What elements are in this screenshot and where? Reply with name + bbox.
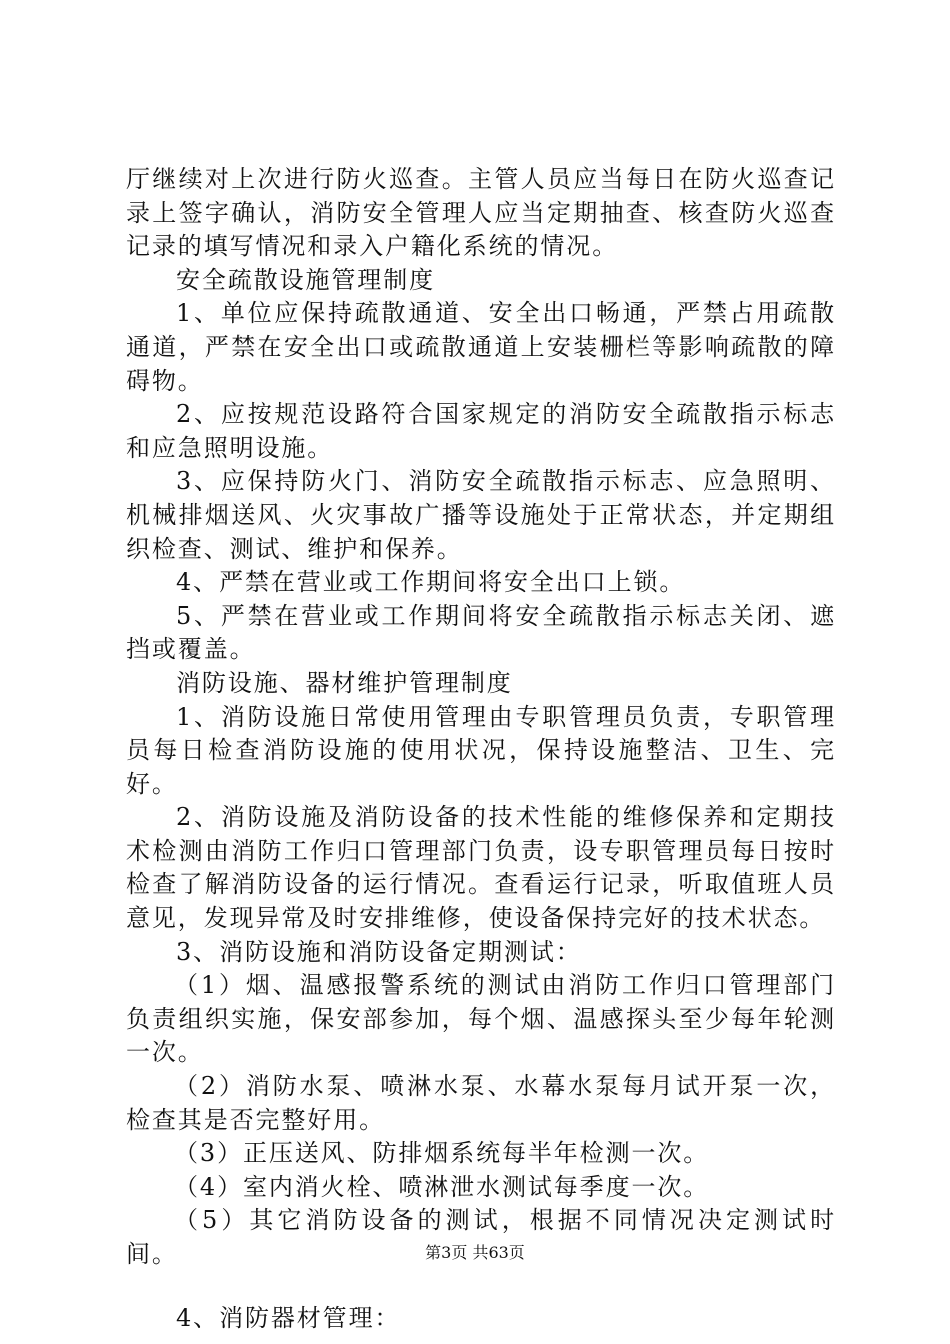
section-heading-evacuation: 安全疏散设施管理制度	[176, 265, 435, 294]
paragraph-item: 5、严禁在营业或工作期间将安全疏散指示标志关闭、遮挡或覆盖。	[126, 601, 836, 664]
section-heading-maintenance: 消防设施、器材维护管理制度	[176, 668, 513, 697]
paragraph-item: 1、消防设施日常使用管理由专职管理员负责，专职管理员每日检查消防设施的使用状况，保持设施整洁、卫生、完好。	[126, 702, 836, 798]
paragraph-item: 3、应保持防火门、消防安全疏散指示标志、应急照明、机械排烟送风、火灾事故广播等设施处于正常状态，并定期组织检查、测试、维护和保养。	[126, 467, 836, 563]
paragraph-continuation: 厅继续对上次进行防火巡查。主管人员应当每日在防火巡查记录上签字确认，消防安全管理人应当定期抽查、核查防火巡查记录的填写情况和录入户籍化系统的情况。	[126, 165, 836, 261]
paragraph-spacer	[126, 1272, 836, 1302]
paragraph-item: 4、消防器材管理：	[176, 1303, 401, 1332]
paragraph-subitem: （2）消防水泵、喷淋水泵、水幕水泵每月试开泵一次，检查其是否完整好用。	[126, 1072, 836, 1134]
paragraph-subitem: （5）其它消防设备的测试，根据不同情况决定测试时间。	[126, 1206, 836, 1268]
paragraph-item: 1、单位应保持疏散通道、安全出口畅通，严禁占用疏散通道，严禁在安全出口或疏散通道上安装栅栏等影响疏散的障碍物。	[126, 299, 836, 395]
page-footer: 第3页 共63页	[425, 1243, 525, 1262]
document-body	[126, 163, 836, 1335]
paragraph-subitem: （3）正压送风、防排烟系统每半年检测一次。	[174, 1139, 710, 1168]
paragraph-item: 3、消防设施和消防设备定期测试：	[176, 937, 582, 966]
paragraph-item: 2、消防设施及消防设备的技术性能的维修保养和定期技术检测由消防工作归口管理部门负责，设专职管理员每日按时检查了解消防设备的运行情况。查看运行记录，听取值班人员意见，发现异常及时安排维修，使设备保持完好的技术状态。	[126, 803, 836, 933]
paragraph-subitem: （1）烟、温感报警系统的测试由消防工作归口管理部门负责组织实施，保安部参加，每个烟、温感探头至少每年轮测一次。	[126, 971, 836, 1067]
paragraph-subitem: （4）室内消火栓、喷淋泄水测试每季度一次。	[174, 1172, 710, 1201]
paragraph-item: 4、严禁在营业或工作期间将安全出口上锁。	[176, 568, 686, 597]
paragraph-item: 2、应按规范设路符合国家规定的消防安全疏散指示标志和应急照明设施。	[126, 400, 836, 462]
